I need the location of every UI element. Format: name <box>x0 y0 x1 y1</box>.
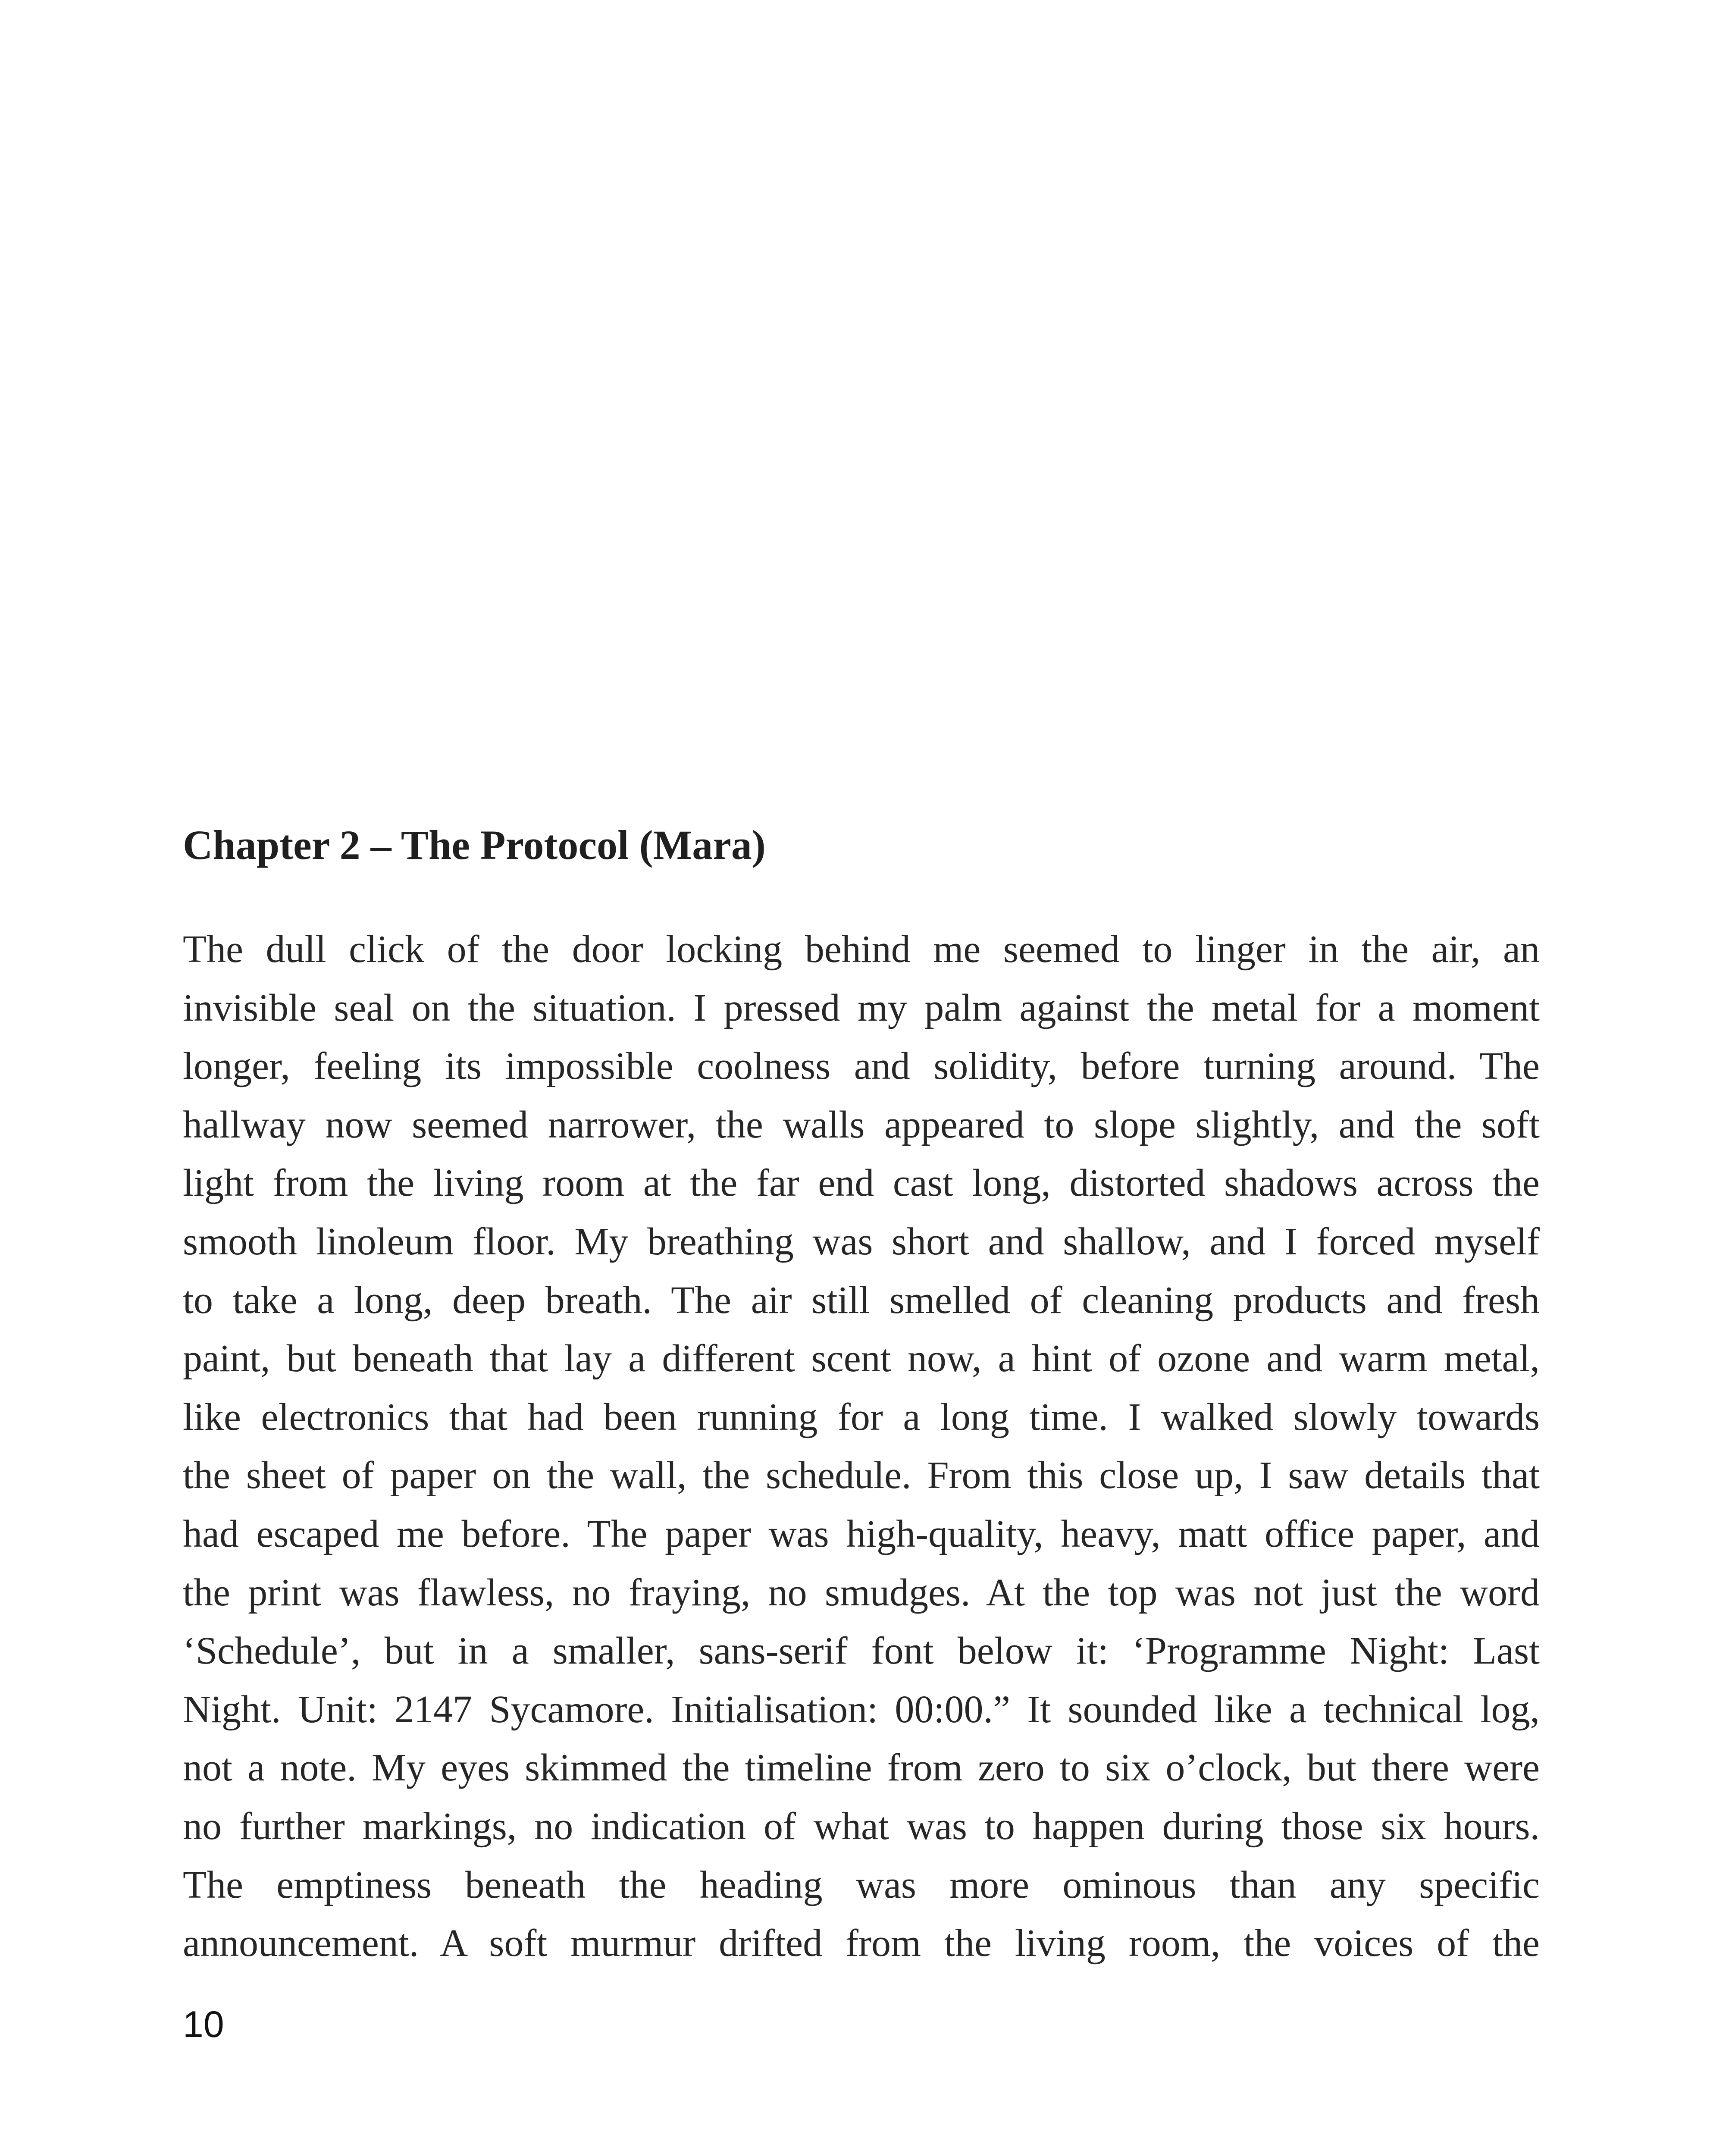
body-line: the print was flawless, no fraying, no smudges. At the top was not just the word <box>183 1571 1540 1614</box>
body-line: invisible seal on the situation. I pressed my palm against the metal for a moment <box>183 986 1540 1029</box>
body-text <box>183 920 1540 1973</box>
body-line: announcement. A soft murmur drifted from the living room, the voices of the <box>183 1922 1540 1965</box>
body-line: the sheet of paper on the wall, the schedule. From this close up, I saw details that <box>183 1454 1540 1497</box>
body-line: no further markings, no indication of what was to happen during those six hours. <box>183 1805 1540 1848</box>
body-line: The dull click of the door locking behind me seemed to linger in the air, an <box>183 928 1540 971</box>
body-line: Night. Unit: 2147 Sycamore. Initialisation: 00:00.” It sounded like a technical log, <box>183 1688 1540 1731</box>
body-line: The emptiness beneath the heading was more ominous than any specific <box>183 1863 1540 1906</box>
body-line: not a note. My eyes skimmed the timeline from zero to six o’clock, but there were <box>183 1746 1540 1789</box>
page-number: 10 <box>183 2004 224 2045</box>
body-line: longer, feeling its impossible coolness and solidity, before turning around. The <box>183 1045 1540 1088</box>
body-line: smooth linoleum floor. My breathing was short and shallow, and I forced myself <box>183 1220 1540 1263</box>
body-line: paint, but beneath that lay a different scent now, a hint of ozone and warm metal, <box>183 1337 1540 1380</box>
body-line: light from the living room at the far end cast long, distorted shadows across the <box>183 1162 1540 1205</box>
body-line: like electronics that had been running for a long time. I walked slowly towards <box>183 1395 1540 1438</box>
body-line: had escaped me before. The paper was high-quality, heavy, matt office paper, and <box>183 1512 1540 1555</box>
body-line: hallway now seemed narrower, the walls appeared to slope slightly, and the soft <box>183 1103 1540 1146</box>
chapter-title: Chapter 2 – The Protocol (Mara) <box>183 822 766 868</box>
body-line: ‘Schedule’, but in a smaller, sans-serif font below it: ‘Programme Night: Last <box>183 1630 1540 1673</box>
body-line: to take a long, deep breath. The air still smelled of cleaning products and fresh <box>183 1279 1540 1322</box>
